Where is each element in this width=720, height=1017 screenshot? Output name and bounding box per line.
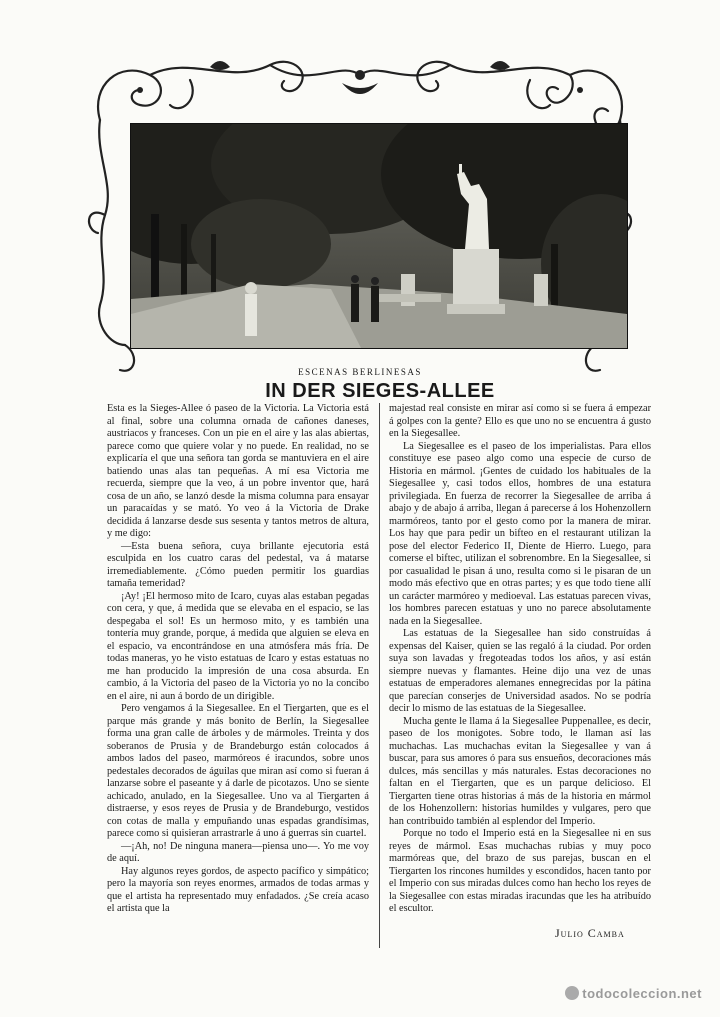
avenue-illustration [131, 124, 627, 348]
watermark [565, 986, 702, 1001]
article-title: IN DER SIEGES-ALLEE [265, 380, 495, 402]
author-signature: Julio Camba [555, 926, 625, 940]
paragraph: Porque no todo el Imperio está en la Siegesallee ni en sus reyes de mármol. Esas muchachas rubias y muy poco marmóreas que, del brazo de sus parejas, buscan en el Tiergarten los rincones humildes y escondidos, hacen tanto por el Imperio con sus miradas dulces como han hecho los reyes de la Siegesallee con estas miradas iracundas que les ha atribuído el escultor. [389, 828, 651, 914]
paragraph: Mucha gente le llama á la Siegesallee Puppenallee, es decir, paseo de los monigotes. Sobre todo, le llaman así las muchachas. Las muchachas evitan la Siegesallee y van á buscar, para sus amores ó para sus ensueños, decoraciones más dulces, más sencillas y más naturales. Estas decoraciones no faltan en el Tiergarten, que es un parque delicioso. El Tiergarten tiene otras historias á más de la historia en mármol de los Hohenzollern: historias humildes y vulgares, pero que han contribuido también al esplendor del Imperio. [389, 715, 651, 827]
siegesallee-photo [130, 123, 628, 349]
paragraph: Pero vengamos á la Siegesallee. En el Tiergarten, que es el parque más grande y más bonito de Berlín, la Siegesallee forma una gran calle de árboles y de mármoles. Treinta y dos soberanos de Prusia y de Brandeburgo están colocados á ambos lados del paseo, marmóreos é iracundos, sobre unos pedestales decorados de águilas que miran así como si fueran á lanzarse sobre el paseante y á darle de picotazos. Uno se siente achicado, anulado, en la Siegesallee. Uno va al Tiergarten á distraerse, y esos reyes de Prusia y de Brandeburgo, vestidos con cotas de malla y empuñando unas espadas grandísimas, parece como si quisieran arrastrarle á uno á guerras sin cuartel. [107, 703, 369, 839]
paragraph: —Esta buena señora, cuya brillante ejecutoria está esculpida en los cuatro caras del pedestal, va á matarse irremediablemente. ¿Cómo pueden permitir los guardias tamaña temeridad? [107, 540, 369, 589]
column-divider [379, 403, 380, 948]
paragraph: Hay algunos reyes gordos, de aspecto pacífico y simpático; pero la mayoría son reyes enormes, armados de todas armas y que el artista ha representado muy enfadados. ¿Se creía acaso el artista que la [107, 865, 369, 914]
paragraph: Las estatuas de la Siegesallee han sido construídas á expensas del Kaiser, quien se las regaló á la ciudad. Por orden suya son lavadas y fregoteadas todos los años, y así están siempre nuevas y flamantes. Heine dijo una vez de unas estatuas de emperadores alemanes ennegrecidas por la pátina que parecían conserjes de Universidad asados. No se podría decir lo mismo de las estatuas de la Siegesallee. [389, 628, 651, 714]
watermark-logo-icon [565, 986, 579, 1000]
article-column-left [107, 403, 369, 916]
watermark-text: todocoleccion.net [582, 986, 702, 1001]
section-kicker: ESCENAS BERLINESAS [298, 367, 422, 377]
article-column-right [389, 403, 651, 916]
paragraph: Esta es la Sieges-Allee ó paseo de la Victoria. La Victoria está al final, sobre una columna ornada de cañones daneses, austriacos y franceses. Con un pie en el aire y las alas abiertas, parece como que quiere volar y no puede. En realidad, no se explicaría el que una señora tan gorda se mantuviera en el aire batiendo unas alas tan pequeñas. A mí esa Victoria me recuerda, siempre que la veo, á un pobre inventor que, hará cosa de un año, se lanzó desde la misma columna para ensayar un paracaídas y se mató. Yo veo á la Victoria de Drake decidida á lanzarse desde sus sesenta y tantos metros de altura, y me digo: [107, 403, 369, 539]
paragraph: La Siegesallee es el paseo de los imperialistas. Para ellos constituye ese paseo algo como una especie de curso de Historia en mármol. ¡Gentes de cuidado los habituales de la Siegesallee y, casi todos ellos, hombres de una estatura privilegiada. En fuerza de recorrer la Siegesallee de arriba á abajo y de abajo á arriba, llegan á parecerse á los Hohenzollern marmóreos, tanto por el gesto como por la manera de mirar. Los hay que para pedir un bifteo en el restaurant utilizan la pose del elector Federico II, Diente de Hierro. Luego, para comerse el biftec, utilizan el sobrenombre. En la Siegesallee, si por casualidad le pisan á uno, resulta como si le pisaran de un modo más efectivo que en otras partes; y es que todo tiene allí un carácter marmóreo y medioeval. Las estatuas parecen vivas, los hombres parecen estatuas y uno no parece absolutamente nada en la Siegesallee. [389, 440, 651, 627]
paragraph: majestad real consiste en mirar así como si se fuera á empezar á golpes con la gente? Ello es que uno no se encuentra á gusto en la Siegesallee. [389, 403, 651, 439]
paragraph: ¡Ay! ¡El hermoso mito de Icaro, cuyas alas estaban pegadas con cera, y que, á medida que se elevaba en el espacio, se las despegaba el sol! Es un hermoso mito, y es también una tontería muy grande, porque, á medida que alguien se eleva en el espacio, va encontrándose en una atmósfera más fría. De todas maneras, yo he visto estatuas de Icaro y estas estatuas no me han producido la impresión de una cosa absurda. En cambio, á la Victoria del paseo de la Victoria yo no la concibo en el aire, ni aun á bordo de un dirigible. [107, 590, 369, 702]
paragraph: —¡Ah, no! De ninguna manera—piensa uno—. Yo me voy de aquí. [107, 840, 369, 864]
